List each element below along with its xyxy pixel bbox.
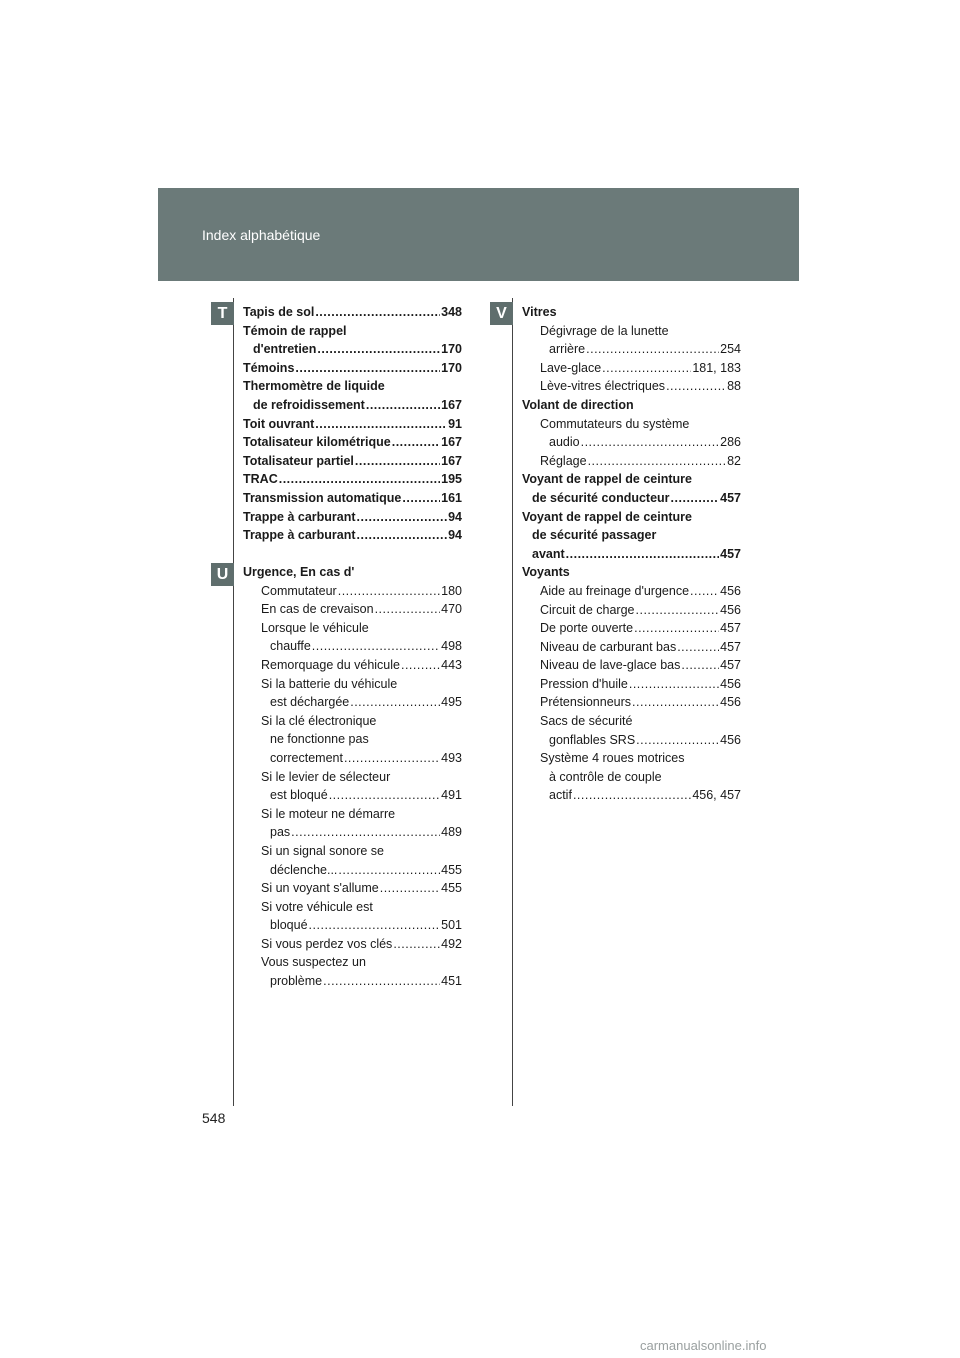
entry-text: Si un voyant s'allume [261,881,379,896]
entry-text: Si vous perdez vos clés [261,936,393,951]
index-entry [243,656,462,675]
index-entry [522,322,741,341]
entry-page: 170 [441,342,462,357]
entry-text: Niveau de lave-glace bas [540,658,681,673]
entry-page: 180 [441,583,462,598]
entry-page: 82 [727,453,741,468]
index-entry [522,563,741,582]
leader-dots [602,359,691,378]
entry-page: 457 [720,621,741,636]
index-entry [243,396,462,415]
entry-text: Lève-vitres électriques [540,379,666,394]
index-entry [243,730,462,749]
section-letter-v: V [490,302,513,325]
entry-text: Totalisateur kilométrique [243,435,391,450]
index-entry [243,675,462,694]
entry-text: TRAC [243,472,278,487]
index-section-v [522,303,741,805]
leader-dots [392,433,440,452]
leader-dots [295,359,440,378]
entry-page: 451 [441,974,462,989]
entry-page: 167 [441,453,462,468]
entry-text: Sacs de sécurité [540,714,633,729]
entry-text: Toit ouvrant [243,416,315,431]
leader-dots [634,619,719,638]
leader-dots [357,508,448,527]
leader-dots [355,452,440,471]
index-entry [243,619,462,638]
index-entry [243,508,462,527]
entry-page: 491 [441,788,462,803]
entry-page: 456 [720,583,741,598]
leader-dots [375,600,441,619]
column-divider-left [233,298,234,1106]
leader-dots [338,861,440,880]
entry-text: à contrôle de couple [549,769,662,784]
index-entry [522,452,741,471]
leader-dots [380,879,440,898]
leader-dots [317,340,440,359]
entry-page: 167 [441,435,462,450]
entry-text: est déchargée [270,695,350,710]
entry-page: 498 [441,639,462,654]
entry-page: 456, 457 [692,788,741,803]
entry-text: Trappe à carburant [243,509,356,524]
index-entry [522,749,741,768]
entry-text: ne fonctionne pas [270,732,369,747]
entry-text: Urgence, En cas d' [243,565,355,579]
entry-page: 457 [720,546,741,561]
entry-text: gonflables SRS [549,732,636,747]
leader-dots [338,582,440,601]
entry-text: Thermomètre de liquide [243,379,385,394]
entry-text: Voyants [522,565,570,580]
entry-page: 456 [720,695,741,710]
entry-text: déclenche... [270,862,338,877]
index-entry [243,563,462,582]
entry-page: 443 [441,657,462,672]
entry-text: est bloqué [270,788,328,803]
entry-page: 254 [720,342,741,357]
leader-dots [323,972,440,991]
entry-text: avant [532,546,565,561]
index-entry [522,638,741,657]
entry-text: bloqué [270,918,308,933]
index-entry [243,972,462,991]
index-entry [243,879,462,898]
leader-dots [690,582,719,601]
index-entry [243,452,462,471]
leader-dots [357,526,448,545]
entry-page: 470 [441,602,462,617]
index-entry [243,861,462,880]
leader-dots [279,470,440,489]
section-letter-u: U [211,563,234,586]
entry-text: Témoins [243,360,295,375]
entry-page: 456 [720,732,741,747]
leader-dots [401,656,440,675]
entry-text: Aide au freinage d'urgence [540,583,690,598]
index-entry [243,898,462,917]
index-entry [243,322,462,341]
entry-text: Si le moteur ne démarre [261,806,396,821]
index-entry [243,303,462,322]
entry-text: correctement [270,750,343,765]
entry-text: Lorsque le véhicule [261,620,369,635]
section-letter-t: T [211,302,234,325]
column-divider-right [512,298,513,1106]
leader-dots [677,638,719,657]
index-entry [522,656,741,675]
index-entry [243,805,462,824]
entry-text: Transmission automatique [243,490,402,505]
index-entry [522,359,741,378]
entry-text: Témoin de rappel [243,323,347,338]
entry-text: de sécurité conducteur [532,490,670,505]
entry-text: En cas de crevaison [261,602,374,617]
entry-page: 489 [441,825,462,840]
index-section-t [243,303,462,545]
index-entry [522,415,741,434]
entry-page: 492 [441,936,462,951]
entry-text: Système 4 roues motrices [540,751,685,766]
entry-text: audio [549,435,580,450]
entry-page: 457 [720,490,741,505]
entry-page: 167 [441,397,462,412]
entry-page: 161 [441,490,462,505]
entry-page: 88 [727,379,741,394]
index-entry [243,415,462,434]
entry-page: 457 [720,639,741,654]
entry-page: 286 [720,435,741,450]
entry-text: de refroidissement [253,397,365,412]
index-entry [522,693,741,712]
index-entry [522,340,741,359]
index-entry [243,340,462,359]
header-title: Index alphabétique [202,227,321,243]
index-entry [243,489,462,508]
entry-text: chauffe [270,639,311,654]
entry-text: Réglage [540,453,587,468]
page-number: 548 [202,1110,226,1126]
index-entry [243,749,462,768]
index-entry [243,470,462,489]
leader-dots [315,415,447,434]
entry-text: Remorquage du véhicule [261,657,400,672]
entry-text: Si la clé électronique [261,713,377,728]
entry-page: 495 [441,695,462,710]
entry-page: 170 [441,360,462,375]
entry-text: Pression d'huile [540,676,628,691]
entry-text: Si la batterie du véhicule [261,676,398,691]
entry-text: pas [270,825,291,840]
index-entry [243,359,462,378]
leader-dots [309,916,441,935]
leader-dots [573,786,691,805]
index-entry [522,377,741,396]
page-header [158,188,799,281]
index-entry [243,600,462,619]
leader-dots [666,377,726,396]
entry-text: Si votre véhicule est [261,899,373,914]
entry-page: 493 [441,750,462,765]
entry-text: Totalisateur partiel [243,453,354,468]
index-entry [243,935,462,954]
index-entry [243,823,462,842]
entry-text: Si le levier de sélecteur [261,769,391,784]
entry-text: Tapis de sol [243,305,315,319]
leader-dots [350,693,440,712]
index-entry [522,582,741,601]
index-entry [522,470,741,489]
index-entry [243,786,462,805]
index-entry [522,433,741,452]
index-entry [243,712,462,731]
entry-text: De porte ouverte [540,621,634,636]
index-entry [243,377,462,396]
entry-text: de sécurité passager [532,528,657,543]
index-entry [522,526,741,545]
index-entry [243,916,462,935]
leader-dots [632,693,719,712]
leader-dots [312,637,440,656]
leader-dots [344,749,440,768]
entry-text: Volant de direction [522,397,634,412]
leader-dots [636,731,719,750]
entry-text: Dégivrage de la lunette [540,323,669,338]
entry-text: problème [270,974,323,989]
leader-dots [393,935,440,954]
entry-text: actif [549,788,572,803]
leader-dots [588,452,727,471]
index-entry [243,582,462,601]
entry-text: Commutateur [261,583,337,598]
index-entry [522,675,741,694]
leader-dots [291,823,440,842]
leader-dots [566,545,719,564]
leader-dots [315,303,440,322]
leader-dots [586,340,719,359]
leader-dots [681,656,719,675]
leader-dots [581,433,720,452]
index-entry [522,712,741,731]
leader-dots [366,396,440,415]
index-entry [522,508,741,527]
index-entry [522,545,741,564]
entry-text: arrière [549,342,586,357]
entry-text: Lave-glace [540,360,602,375]
entry-text: Commutateurs du système [540,416,690,431]
entry-page: 94 [448,509,462,524]
watermark: carmanualsonline.info [640,1338,767,1353]
index-section-u [243,563,462,991]
index-entry [243,526,462,545]
entry-text: Circuit de charge [540,602,635,617]
entry-text: Niveau de carburant bas [540,639,677,654]
index-entry [522,786,741,805]
entry-page: 181, 183 [692,360,741,375]
entry-page: 455 [441,881,462,896]
leader-dots [629,675,719,694]
index-entry [522,601,741,620]
index-entry [243,693,462,712]
index-entry [243,433,462,452]
entry-text: Voyant de rappel de ceinture [522,509,692,524]
index-entry [522,619,741,638]
entry-page: 455 [441,862,462,877]
entry-text: Vitres [522,305,557,319]
index-entry [243,768,462,787]
index-entry [522,489,741,508]
entry-page: 501 [441,918,462,933]
index-entry [243,953,462,972]
entry-page: 456 [720,676,741,691]
entry-page: 456 [720,602,741,617]
entry-text: d'entretien [253,342,317,357]
leader-dots [636,601,720,620]
index-entry [522,731,741,750]
index-entry [243,842,462,861]
entry-page: 195 [441,472,462,487]
entry-text: Voyant de rappel de ceinture [522,472,692,487]
entry-page: 94 [448,528,462,543]
entry-page: 91 [448,416,462,431]
leader-dots [402,489,440,508]
entry-text: Si un signal sonore se [261,843,384,858]
leader-dots [671,489,720,508]
entry-page: 457 [720,658,741,673]
entry-text: Vous suspectez un [261,955,366,970]
index-entry [243,637,462,656]
entry-page: 348 [441,305,462,319]
entry-text: Trappe à carburant [243,528,356,543]
index-entry [522,396,741,415]
index-entry [522,303,741,322]
leader-dots [329,786,440,805]
index-entry [522,768,741,787]
entry-text: Prétensionneurs [540,695,632,710]
